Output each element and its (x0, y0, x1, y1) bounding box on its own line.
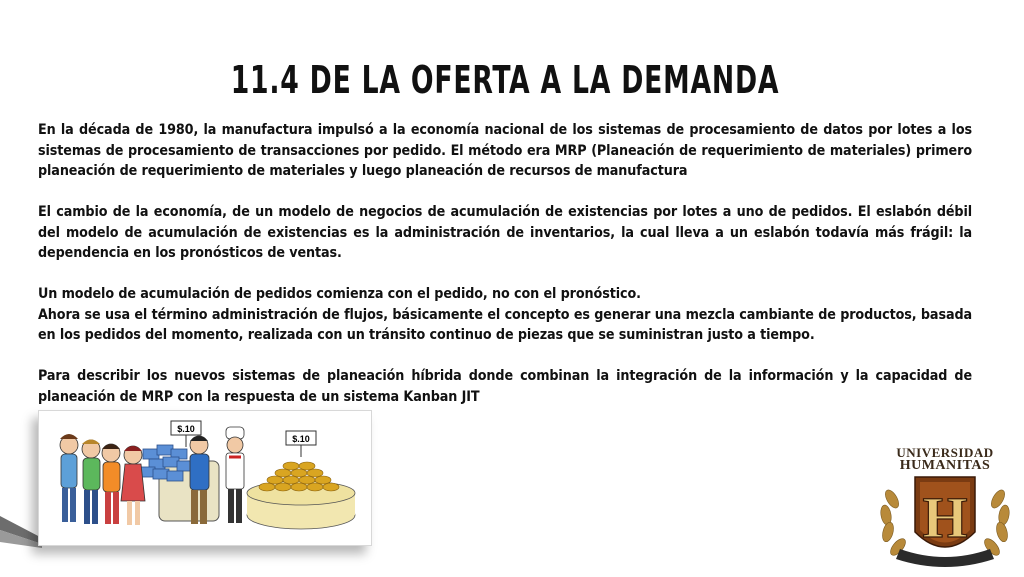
slide-body (38, 120, 972, 407)
price-tag-2: $.10 (292, 434, 310, 444)
paragraph-4: Ahora se usa el término administración de flujos, básicamente el concepto es generar una mezcla cambiante de productos, basada en los pedidos del momento, realizada con un tránsito continuo de piezas que se suministran justo a tiempo. (38, 306, 972, 343)
shopping-illustration (38, 410, 372, 546)
university-logo (870, 437, 1020, 573)
logo-line-2: HUMANITAS (899, 458, 991, 473)
slide-title: 11.4 DE LA OFERTA A LA DEMANDA (230, 58, 780, 102)
price-tag-1: $.10 (177, 424, 195, 434)
paragraph-3: Un modelo de acumulación de pedidos comienza con el pedido, no con el pronóstico. (38, 286, 641, 302)
shoppers-image (39, 411, 371, 545)
paragraph-5: Para describir los nuevos sistemas de planeación híbrida donde combinan la integración de la información y la capacidad de planeación de MRP con la respuesta de un sistema Kanban JIT (38, 368, 972, 405)
logo-letter: H (922, 485, 968, 550)
paragraph-1: En la década de 1980, la manufactura impulsó a la economía nacional de los sistemas de procesamiento de datos por lotes a los sistemas de procesamiento de transacciones por pedido. El método era MRP (Planeación de requerimiento de materiales) primero planeación de requerimiento de materiales y luego planeación de recursos de manufactura (38, 122, 972, 179)
decorative-shadow (0, 508, 42, 548)
logo-line-1: UNIVERSIDAD (896, 445, 994, 460)
paragraph-2: El cambio de la economía, de un modelo de negocios de acumulación de existencias por lotes a uno de pedidos. El eslabón débil del modelo de acumulación de existencias es la administración de inventarios, la cual lleva a un eslabón todavía más frágil: la dependencia en los pronósticos de ventas. (38, 204, 972, 261)
